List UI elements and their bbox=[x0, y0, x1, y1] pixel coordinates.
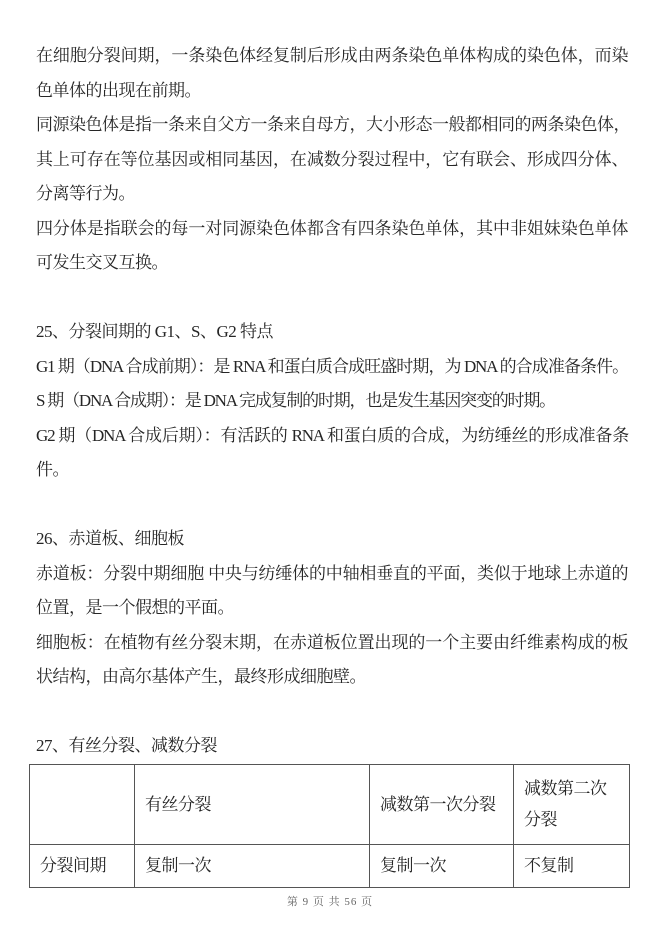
paragraph-homologous-chromosomes bbox=[36, 108, 628, 212]
text-line: 状结构，由高尔基体产生，最终形成细胞壁。 bbox=[36, 667, 366, 686]
page-footer: 第 9 页 共 56 页 bbox=[286, 896, 374, 908]
table-cell: 分裂间期 bbox=[30, 844, 135, 887]
text-line: 四分体是指联会的每一对同源染色体都含有四条染色单体，其中非姐妹染色单体 bbox=[36, 218, 628, 238]
heading-text: 26、赤道板、细胞板 bbox=[36, 529, 184, 548]
text-line: 可发生交叉互换。 bbox=[36, 253, 168, 272]
comparison-table bbox=[29, 764, 630, 888]
table-header-cell bbox=[30, 764, 135, 844]
text-line: 其上可存在等位基因或相同基因，在减数分裂过程中，它有联会、形成四分体、 bbox=[36, 149, 628, 169]
paragraph-chromatid-interphase bbox=[36, 39, 628, 108]
text-line: G1 期（DNA 合成前期）：是 RNA 和蛋白质合成旺盛时期，为 DNA 的合成准备条件。 bbox=[36, 356, 628, 376]
paragraph-tetrad bbox=[36, 212, 628, 281]
text-line: S 期（DNA 合成期）：是 DNA 完成复制的时期，也是发生基因突变的时期。 bbox=[36, 391, 555, 410]
heading-text: 25、分裂间期的 G1、S、G2 特点 bbox=[36, 322, 274, 341]
table-header-row bbox=[30, 764, 630, 844]
heading-text: 27、有丝分裂、减数分裂 bbox=[36, 736, 217, 755]
blank-line bbox=[36, 695, 628, 730]
table-header-cell: 减数第一次分裂 bbox=[370, 764, 514, 844]
blank-line bbox=[36, 488, 628, 523]
paragraph-s-phase bbox=[36, 384, 628, 419]
table-cell: 复制一次 bbox=[370, 844, 514, 887]
table-cell: 复制一次 bbox=[135, 844, 370, 887]
text-line: 细胞板：在植物有丝分裂末期，在赤道板位置出现的一个主要由纤维素构成的板 bbox=[36, 632, 628, 652]
blank-line bbox=[36, 281, 628, 316]
paragraph-equatorial-plate bbox=[36, 557, 628, 626]
table-header-cell: 减数第二次分裂 bbox=[514, 764, 630, 844]
text-line: 赤道板：分裂中期细胞 中央与纺缍体的中轴相垂直的平面，类似于地球上赤道的 bbox=[36, 563, 628, 583]
table-cell: 不复制 bbox=[514, 844, 630, 887]
document-body bbox=[36, 39, 628, 888]
table-row bbox=[30, 844, 630, 887]
text-line: 在细胞分裂间期，一条染色体经复制后形成由两条染色单体构成的染色体，而染 bbox=[36, 46, 628, 65]
table-header-cell: 有丝分裂 bbox=[135, 764, 370, 844]
text-line: 位置，是一个假想的平面。 bbox=[36, 598, 234, 617]
section-heading-25 bbox=[36, 315, 628, 350]
paragraph-cell-plate bbox=[36, 626, 628, 695]
section-heading-27 bbox=[36, 729, 628, 764]
text-line: 件。 bbox=[36, 460, 69, 479]
text-line: G2 期（DNA 合成后期）：有活跃的 RNA 和蛋白质的合成，为纺缍丝的形成准备条 bbox=[36, 425, 628, 445]
text-line: 色单体的出现在前期。 bbox=[36, 80, 201, 100]
text-line: 同源染色体是指一条来自父方一条来自母方，大小形态一般都相同的两条染色体， bbox=[36, 115, 630, 134]
text-line: 分离等行为。 bbox=[36, 184, 135, 203]
paragraph-g2-phase bbox=[36, 419, 628, 488]
section-heading-26 bbox=[36, 522, 628, 557]
paragraph-g1-phase bbox=[36, 350, 628, 385]
